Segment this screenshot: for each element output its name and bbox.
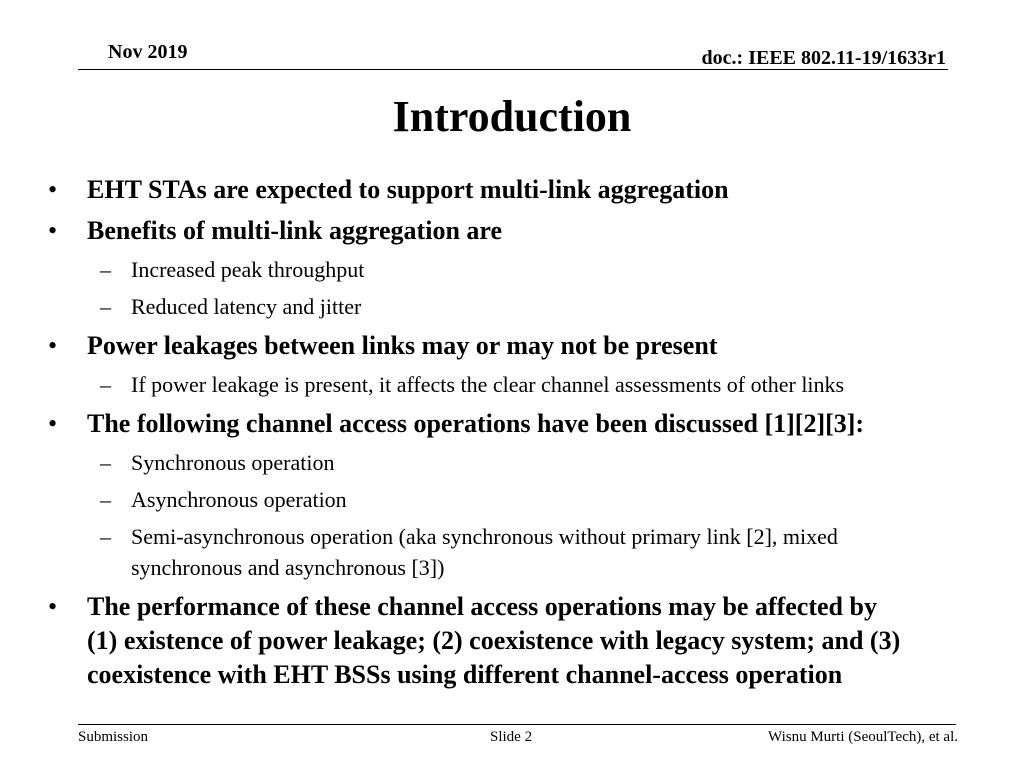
bullet-2-sub-2: Reduced latency and jitter (131, 294, 362, 319)
bullet-icon: • (48, 216, 58, 245)
bullet-icon: • (48, 331, 58, 360)
bullet-4-text: The following channel access operations have been discussed [1][2][3]: (87, 409, 865, 438)
bullet-4-sub-3-line-2: synchronous and asynchronous [3]) (131, 555, 445, 580)
bullet-icon: • (48, 175, 58, 204)
bullet-3-sub-1: If power leakage is present, it affects the clear channel assessments of other links (131, 372, 845, 397)
dash-icon: – (100, 450, 111, 475)
bullet-3-text: Power leakages between links may or may not be present (87, 331, 718, 360)
bullet-4-sub-1: Synchronous operation (131, 450, 335, 475)
header-divider (78, 69, 948, 70)
slide-title: Introduction (392, 92, 632, 141)
footer-submission: Submission (78, 729, 149, 745)
dash-icon: – (100, 487, 111, 512)
bullet-4-sub-2: Asynchronous operation (131, 487, 347, 512)
dash-icon: – (100, 294, 111, 319)
header-doc-id: doc.: IEEE 802.11-19/1633r1 (701, 47, 946, 69)
bullet-5-line-2: (1) existence of power leakage; (2) coexistence with legacy system; and (3) (87, 626, 901, 655)
footer-slide-number: Slide 2 (490, 729, 533, 745)
dash-icon: – (100, 257, 111, 282)
dash-icon: – (100, 524, 111, 549)
bullet-5-line-1: The performance of these channel access operations may be affected by (87, 592, 877, 621)
bullet-5-line-3: coexistence with EHT BSSs using different channel-access operation (87, 660, 843, 689)
bullet-icon: • (48, 592, 58, 621)
footer-divider (78, 724, 956, 725)
bullet-4-sub-3-line-1: Semi-asynchronous operation (aka synchronous without primary link [2], mixed (131, 524, 838, 549)
header-date: Nov 2019 (108, 41, 188, 63)
bullet-2-sub-1: Increased peak throughput (131, 257, 365, 282)
bullet-icon: • (48, 409, 58, 438)
bullet-2-text: Benefits of multi-link aggregation are (87, 216, 503, 245)
dash-icon: – (100, 372, 111, 397)
bullet-1-text: EHT STAs are expected to support multi-link aggregation (87, 175, 729, 204)
footer-author: Wisnu Murti (SeoulTech), et al. (768, 729, 958, 745)
